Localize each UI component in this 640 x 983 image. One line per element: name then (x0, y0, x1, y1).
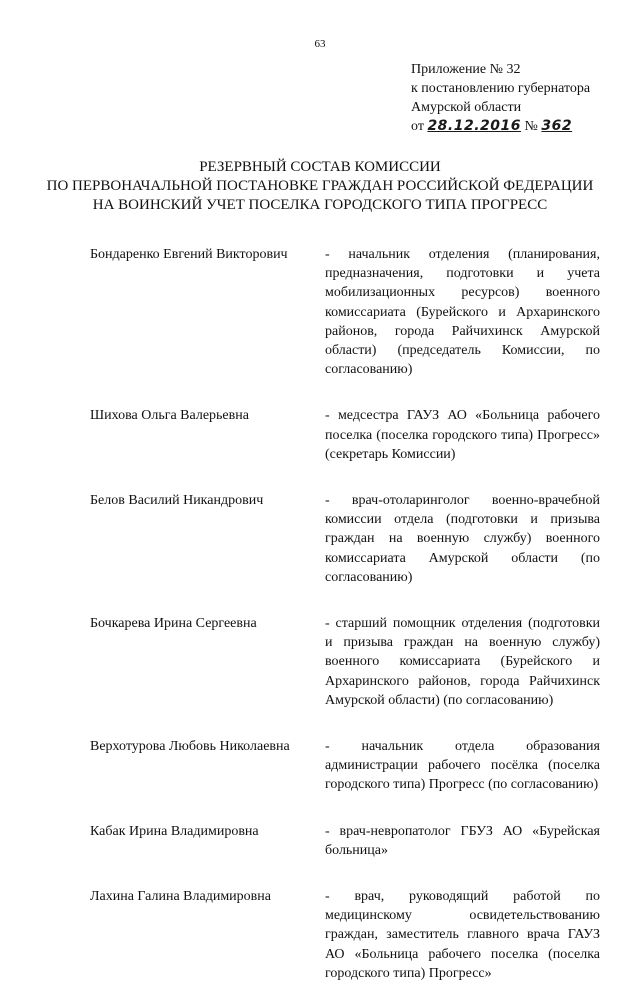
appendix-block (411, 60, 590, 136)
appendix-region: Амурской области (411, 100, 522, 115)
document-title (0, 158, 640, 215)
member-list (90, 245, 600, 983)
title-line-1: РЕЗЕРВНЫЙ СОСТАВ КОМИССИИ (199, 159, 441, 175)
member-name: Бондаренко Евгений Викторович (90, 247, 288, 262)
member-role: - начальник отделения (планирования, предназначения, подготовки и учета мобилизационных ресурсов) военного комиссариата (Бурейского и Архаринского районов, города Райчихинск Амурской области) (председатель Комиссии, по согласованию) (325, 247, 600, 378)
member-row (90, 887, 600, 983)
appendix-decree: к постановлению губернатора (411, 81, 591, 96)
member-row (90, 822, 600, 860)
member-row (90, 491, 600, 587)
member-row (90, 737, 600, 795)
title-line-3: НА ВОИНСКИЙ УЧЕТ ПОСЕЛКА ГОРОДСКОГО ТИПА ПРОГРЕСС (92, 197, 548, 213)
member-role: - врач-невропатолог ГБУЗ АО «Бурейская больница» (325, 823, 600, 858)
number-prefix: № (524, 119, 538, 134)
appendix-title: Приложение № 32 (411, 62, 521, 77)
handwritten-number: 362 (541, 118, 573, 134)
member-name: Лахина Галина Владимировна (90, 889, 271, 905)
appendix-date-line (411, 117, 590, 136)
member-role: - старший помощник отделения (подготовки и призыва граждан на военную службу) военного комиссариата (Бурейского и Архаринского районов, города Райчихинск Амурской области) (по согласованию) (325, 616, 600, 708)
member-name: Белов Василий Никандрович (90, 493, 264, 509)
date-prefix: от (411, 119, 424, 134)
page-number: 63 (314, 38, 326, 50)
member-role: - медсестра ГАУЗ АО «Больница рабочего поселка (поселка городского типа) Прогресс» (секретарь Комиссии) (325, 408, 600, 462)
handwritten-date: 28.12.2016 (427, 118, 522, 134)
member-role: - начальник отдела образования администрации рабочего посёлка (поселка городского типа) Прогресс (по согласованию) (325, 739, 600, 793)
member-name: Верхотурова Любовь Николаевна (90, 739, 290, 755)
member-name: Бочкарева Ирина Сергеевна (90, 616, 257, 632)
member-name: Шихова Ольга Валерьевна (90, 408, 249, 424)
member-role: - врач-отоларинголог военно-врачебной комиссии отдела (подготовки и призыва граждан на военную службу) военного комиссариата Амурской области (по согласованию) (325, 493, 600, 585)
member-row (90, 406, 600, 464)
member-name: Кабак Ирина Владимировна (90, 823, 259, 839)
member-row (90, 614, 600, 710)
title-line-2: ПО ПЕРВОНАЧАЛЬНОЙ ПОСТАНОВКЕ ГРАЖДАН РОССИЙСКОЙ ФЕДЕРАЦИИ (46, 178, 594, 194)
member-row (90, 245, 600, 379)
member-role: - врач, руководящий работой по медицинскому освидетельствованию граждан, заместитель главного врача ГАУЗ АО «Больница рабочего поселка (поселка городского типа) Прогресс» (325, 889, 600, 981)
